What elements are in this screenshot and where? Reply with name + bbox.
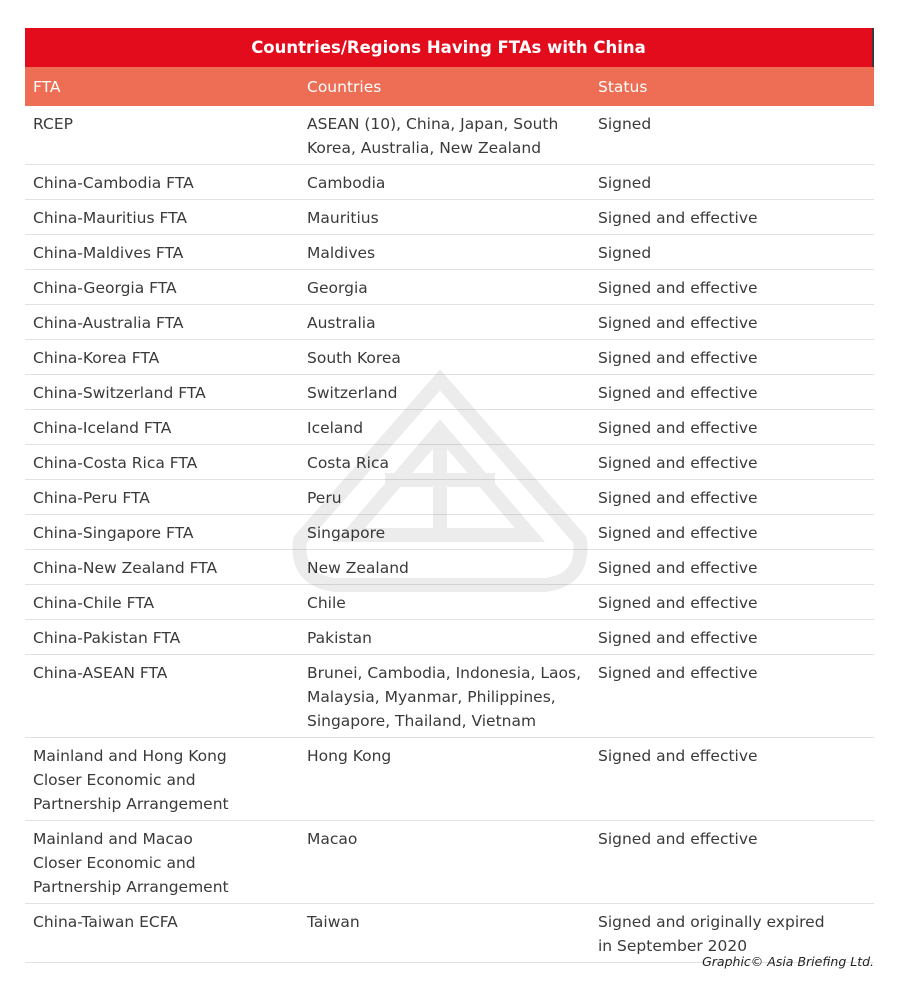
fta-cell	[25, 550, 299, 584]
countries-cell	[299, 340, 590, 374]
fta-cell-text: China-Switzerland FTA	[33, 384, 206, 402]
status-cell	[590, 655, 874, 737]
fta-cell-text: China-Georgia FTA	[33, 279, 177, 297]
status-cell-text: Signed and effective	[598, 489, 758, 507]
table-row	[25, 445, 874, 480]
status-cell	[590, 620, 874, 654]
fta-cell	[25, 165, 299, 199]
table-title: Countries/Regions Having FTAs with China	[25, 28, 874, 67]
countries-cell	[299, 620, 590, 654]
graphic-credit: Graphic© Asia Briefing Ltd.	[702, 954, 874, 969]
fta-cell	[25, 375, 299, 409]
fta-cell	[25, 445, 299, 479]
fta-cell-text: China-Peru FTA	[33, 489, 150, 507]
countries-cell-text: ASEAN (10), China, Japan, South Korea, Australia, New Zealand	[307, 115, 559, 157]
countries-cell	[299, 235, 590, 269]
status-cell-text: Signed and effective	[598, 629, 758, 647]
countries-cell-text: South Korea	[307, 349, 401, 367]
fta-cell-text: China-Pakistan FTA	[33, 629, 181, 647]
countries-cell-text: Hong Kong	[307, 747, 392, 765]
status-cell-text: Signed and effective	[598, 664, 758, 682]
fta-cell	[25, 480, 299, 514]
table-row	[25, 340, 874, 375]
countries-cell-text: Iceland	[307, 419, 364, 437]
fta-cell	[25, 585, 299, 619]
fta-cell	[25, 410, 299, 444]
status-cell-text: Signed and effective	[598, 314, 758, 332]
countries-cell-text: Costa Rica	[307, 454, 389, 472]
status-cell-text: Signed and effective	[598, 349, 758, 367]
countries-cell-text: Maldives	[307, 244, 376, 262]
fta-cell	[25, 106, 299, 164]
countries-cell-text: Australia	[307, 314, 376, 332]
countries-cell	[299, 738, 590, 820]
status-cell	[590, 738, 874, 820]
table-row	[25, 305, 874, 340]
status-cell	[590, 165, 874, 199]
table-row	[25, 200, 874, 235]
status-cell	[590, 106, 874, 164]
fta-cell-text: China-Cambodia FTA	[33, 174, 194, 192]
fta-cell-text: China-Costa Rica FTA	[33, 454, 198, 472]
table-row	[25, 235, 874, 270]
countries-cell	[299, 106, 590, 164]
status-cell	[590, 305, 874, 339]
status-cell	[590, 410, 874, 444]
fta-cell	[25, 340, 299, 374]
table-row	[25, 270, 874, 305]
status-cell-text: Signed and effective	[598, 454, 758, 472]
fta-cell-text: China-New Zealand FTA	[33, 559, 218, 577]
countries-cell-text: Cambodia	[307, 174, 386, 192]
fta-cell-text: China-Chile FTA	[33, 594, 155, 612]
table-row	[25, 738, 874, 821]
countries-cell	[299, 585, 590, 619]
fta-cell-text: China-Singapore FTA	[33, 524, 194, 542]
countries-cell-text: New Zealand	[307, 559, 409, 577]
table-row	[25, 550, 874, 585]
status-cell-text: Signed and effective	[598, 594, 758, 612]
status-cell-text: Signed	[598, 115, 652, 133]
countries-cell-text: Peru	[307, 489, 342, 507]
countries-cell-text: Chile	[307, 594, 346, 612]
status-cell-text: Signed and effective	[598, 384, 758, 402]
table-row	[25, 515, 874, 550]
table-header-row	[25, 67, 874, 106]
status-cell	[590, 585, 874, 619]
fta-cell-text: China-Mauritius FTA	[33, 209, 187, 227]
header-status: Status	[598, 77, 648, 96]
table-body	[25, 106, 874, 963]
countries-cell	[299, 821, 590, 903]
status-cell	[590, 200, 874, 234]
table-row	[25, 821, 874, 904]
fta-cell-text: China-Australia FTA	[33, 314, 184, 332]
fta-cell-text: China-Maldives FTA	[33, 244, 184, 262]
status-cell-text: Signed and effective	[598, 559, 758, 577]
status-cell-text: Signed	[598, 244, 652, 262]
countries-cell	[299, 165, 590, 199]
table-row	[25, 655, 874, 738]
fta-cell	[25, 235, 299, 269]
status-cell	[590, 270, 874, 304]
status-cell-text: Signed and effective	[598, 524, 758, 542]
countries-cell-text: Mauritius	[307, 209, 379, 227]
countries-cell	[299, 904, 590, 962]
fta-cell-text: RCEP	[33, 115, 73, 133]
fta-cell	[25, 821, 299, 903]
fta-cell	[25, 200, 299, 234]
status-cell	[590, 235, 874, 269]
fta-cell	[25, 738, 299, 820]
fta-cell-text: China-Iceland FTA	[33, 419, 172, 437]
countries-cell	[299, 410, 590, 444]
status-cell-text: Signed and effective	[598, 279, 758, 297]
status-cell	[590, 480, 874, 514]
status-cell-text: Signed and effective	[598, 209, 758, 227]
countries-cell	[299, 655, 590, 737]
table-row	[25, 480, 874, 515]
status-cell	[590, 550, 874, 584]
fta-cell	[25, 305, 299, 339]
header-fta: FTA	[33, 77, 61, 96]
status-cell-text: Signed and originally expired in September 2020	[598, 913, 825, 955]
countries-cell	[299, 445, 590, 479]
status-cell	[590, 375, 874, 409]
fta-cell	[25, 655, 299, 737]
countries-cell	[299, 305, 590, 339]
header-countries: Countries	[307, 77, 382, 96]
status-cell	[590, 340, 874, 374]
countries-cell	[299, 200, 590, 234]
status-cell-text: Signed and effective	[598, 419, 758, 437]
fta-cell-text: China-ASEAN FTA	[33, 664, 168, 682]
countries-cell	[299, 270, 590, 304]
fta-cell	[25, 270, 299, 304]
fta-cell	[25, 904, 299, 962]
countries-cell-text: Switzerland	[307, 384, 398, 402]
table-row	[25, 165, 874, 200]
countries-cell-text: Taiwan	[307, 913, 360, 931]
table-row	[25, 106, 874, 165]
status-cell	[590, 515, 874, 549]
countries-cell-text: Brunei, Cambodia, Indonesia, Laos, Malaysia, Myanmar, Philippines, Singapore, Thailand, Vietnam	[307, 664, 582, 730]
fta-table	[25, 28, 874, 963]
countries-cell-text: Singapore	[307, 524, 386, 542]
countries-cell	[299, 550, 590, 584]
table-row	[25, 620, 874, 655]
table-row	[25, 585, 874, 620]
fta-cell	[25, 620, 299, 654]
fta-cell-text: Mainland and Hong Kong Closer Economic and Partnership Arrangement	[33, 747, 229, 813]
status-cell-text: Signed	[598, 174, 652, 192]
fta-cell-text: China-Taiwan ECFA	[33, 913, 178, 931]
status-cell-text: Signed and effective	[598, 830, 758, 848]
status-cell-text: Signed and effective	[598, 747, 758, 765]
fta-cell-text: Mainland and Macao Closer Economic and Partnership Arrangement	[33, 830, 229, 896]
table-row	[25, 410, 874, 445]
fta-cell-text: China-Korea FTA	[33, 349, 160, 367]
status-cell	[590, 445, 874, 479]
table-row	[25, 375, 874, 410]
countries-cell	[299, 375, 590, 409]
fta-cell	[25, 515, 299, 549]
countries-cell	[299, 480, 590, 514]
countries-cell-text: Macao	[307, 830, 358, 848]
status-cell	[590, 821, 874, 903]
countries-cell-text: Pakistan	[307, 629, 372, 647]
countries-cell-text: Georgia	[307, 279, 368, 297]
countries-cell	[299, 515, 590, 549]
